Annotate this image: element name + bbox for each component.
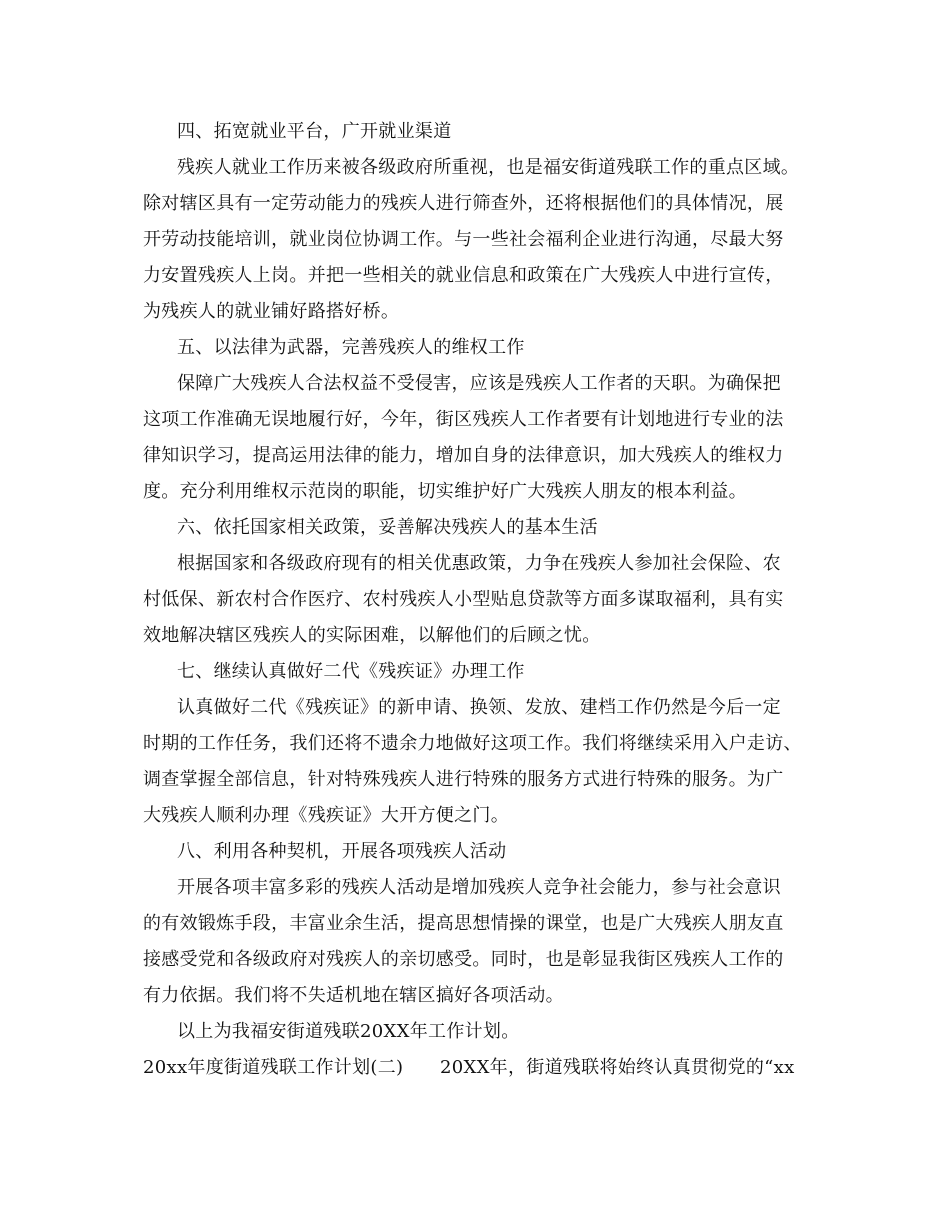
heading-five: 五、以法律为武器，完善残疾人的维权工作 — [177, 337, 525, 358]
paragraph-line: 律知识学习，提高运用法律的能力，增加自身的法律意识，加大残疾人的维权力 — [143, 445, 784, 466]
heading-seven: 七、继续认真做好二代《残疾证》办理工作 — [177, 661, 525, 682]
paragraph-line: 接感受党和各级政府对残疾人的亲切感受。同时，也是彰显我街区残疾人工作的 — [143, 949, 784, 970]
heading-eight: 八、利用各种契机，开展各项残疾人活动 — [177, 841, 507, 862]
next-document-title-line: 20xx年度街道残联工作计划(二) 20XX年，街道残联将始终认真贯彻党的“xx — [143, 1057, 795, 1078]
paragraph-line: 调查掌握全部信息，针对特殊残疾人进行特殊的服务方式进行特殊的服务。为广 — [143, 769, 784, 790]
paragraph-line: 有力依据。我们将不失适机地在辖区搞好各项活动。 — [143, 985, 564, 1006]
paragraph-line: 残疾人就业工作历来被各级政府所重视，也是福安街道残联工作的重点区域。 — [177, 157, 800, 178]
paragraph-line: 度。充分利用维权示范岗的职能，切实维护好广大残疾人朋友的根本利益。 — [143, 481, 747, 502]
paragraph-line: 保障广大残疾人合法权益不受侵害，应该是残疾人工作者的天职。为确保把 — [177, 373, 781, 394]
paragraph-line: 力安置残疾人上岗。并把一些相关的就业信息和政策在广大残疾人中进行宣传， — [143, 265, 784, 286]
paragraph-line: 除对辖区具有一定劳动能力的残疾人进行筛查外，还将根据他们的具体情况，展 — [143, 193, 784, 214]
paragraph-line: 为残疾人的就业铺好路搭好桥。 — [143, 301, 400, 322]
heading-four: 四、拓宽就业平台，广开就业渠道 — [177, 121, 452, 142]
paragraph-line: 开劳动技能培训，就业岗位协调工作。与一些社会福利企业进行沟通，尽最大努 — [143, 229, 784, 250]
paragraph-line: 这项工作准确无误地履行好，今年，街区残疾人工作者要有计划地进行专业的法 — [143, 409, 784, 430]
closing-line: 以上为我福安街道残联20XX年工作计划。 — [177, 1021, 520, 1042]
heading-six: 六、依托国家相关政策，妥善解决残疾人的基本生活 — [177, 517, 598, 538]
paragraph-line: 开展各项丰富多彩的残疾人活动是增加残疾人竞争社会能力，参与社会意识 — [177, 877, 781, 898]
paragraph-line: 根据国家和各级政府现有的相关优惠政策，力争在残疾人参加社会保险、农 — [177, 553, 781, 574]
paragraph-line: 的有效锻炼手段，丰富业余生活，提高思想情操的课堂，也是广大残疾人朋友直 — [143, 913, 784, 934]
paragraph-line: 时期的工作任务，我们还将不遗余力地做好这项工作。我们将继续采用入户走访、 — [143, 733, 802, 754]
paragraph-line: 效地解决辖区残疾人的实际困难，以解他们的后顾之忧。 — [143, 625, 601, 646]
paragraph-line: 村低保、新农村合作医疗、农村残疾人小型贴息贷款等方面多谋取福利，具有实 — [143, 589, 784, 610]
paragraph-line: 认真做好二代《残疾证》的新申请、换领、发放、建档工作仍然是今后一定 — [177, 697, 781, 718]
paragraph-line: 大残疾人顺利办理《残疾证》大开方便之门。 — [143, 805, 509, 826]
